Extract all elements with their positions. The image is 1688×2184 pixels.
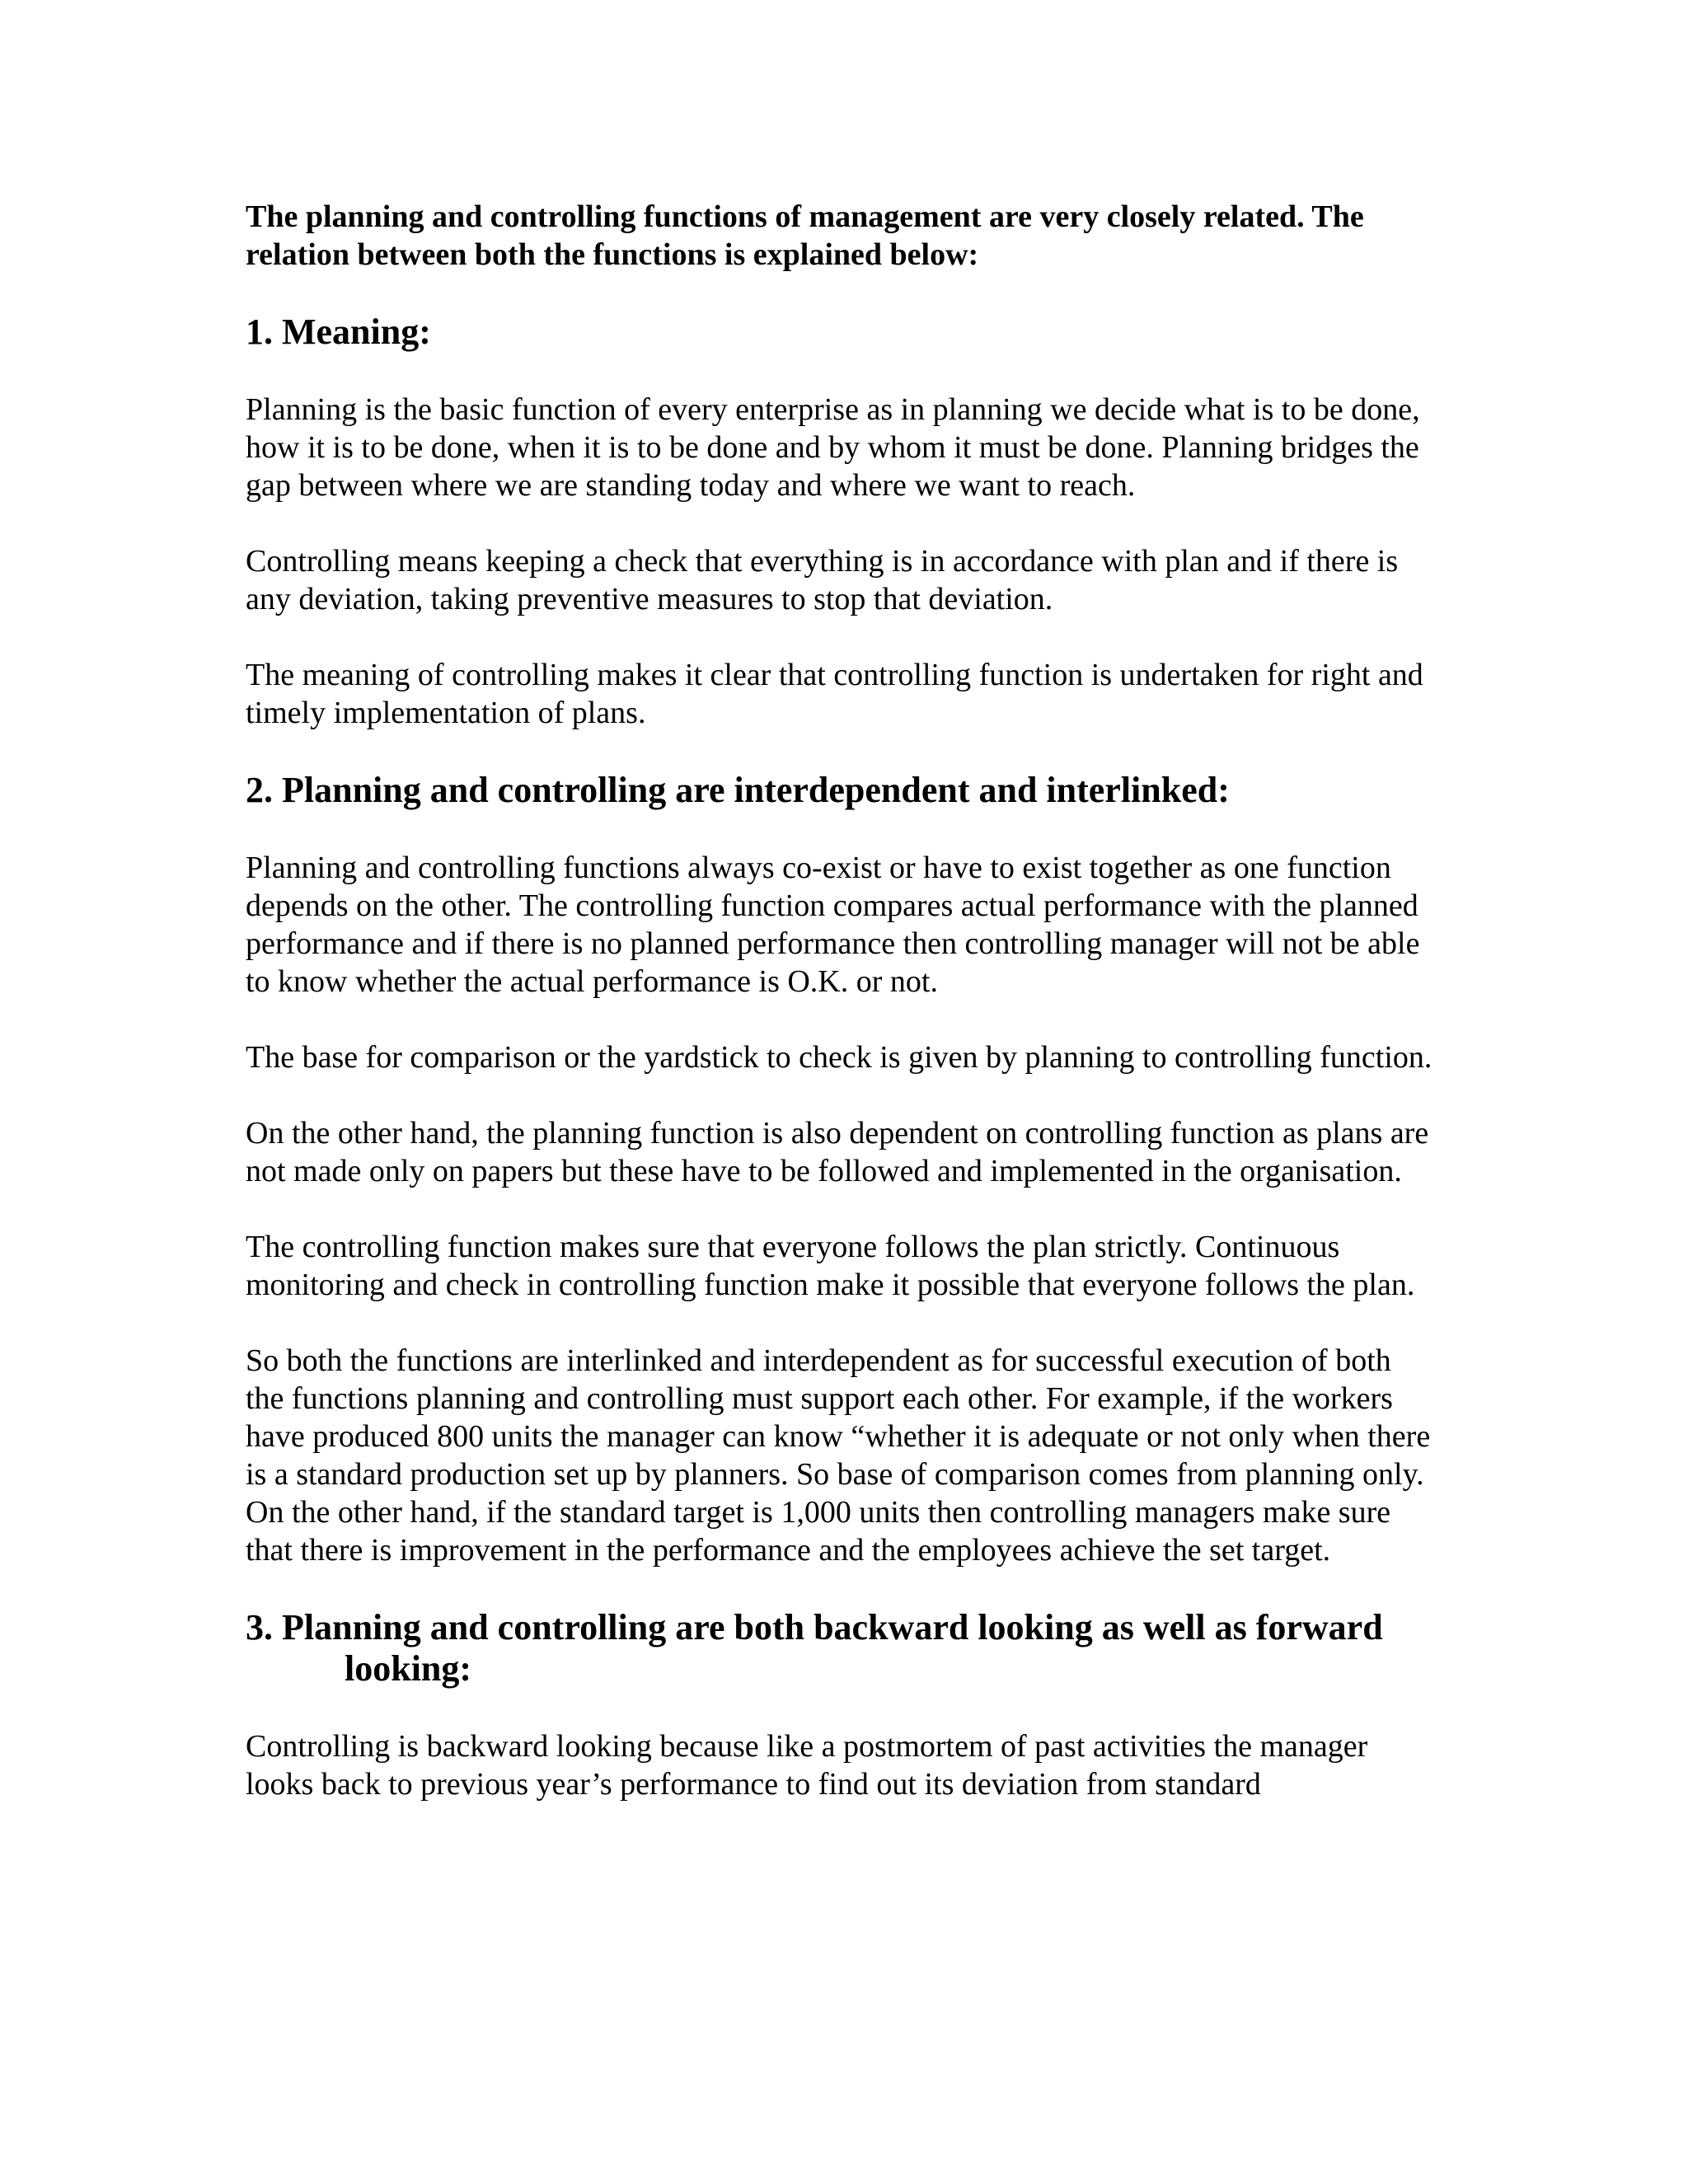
paragraph: The controlling function makes sure that everyone follows the plan strictly. Continuous monitoring and check in controlling function make it possible that everyone follows the plan.: [246, 1230, 1415, 1302]
paragraph: The base for comparison or the yardstick to check is given by planning to controlling function.: [246, 1040, 1432, 1075]
intro-paragraph: The planning and controlling functions of management are very closely related. The relation between both the functions is explained below:: [246, 199, 1364, 272]
paragraph: Planning is the basic function of every enterprise as in planning we decide what is to be done, how it is to be done, when it is to be done and by whom it must be done. Planning bridges the gap between where we are standing today and where we want to reach.: [246, 392, 1420, 503]
paragraph: The meaning of controlling makes it clear that controlling function is undertaken for right and timely implementation of plans.: [246, 658, 1423, 730]
paragraph: So both the functions are interlinked and interdependent as for successful execution of both the functions planning and controlling must support each other. For example, if the workers have produced 800 units the manager can know “whether it is adequate or not only when there is a standard production set up by planners. So base of comparison comes from planning only. On the other hand, if the standard target is 1,000 units then controlling managers make sure that there is improvement in the performance and the employees achieve the set target.: [246, 1343, 1431, 1568]
paragraph: On the other hand, the planning function is also dependent on controlling function as plans are not made only on papers but these have to be followed and implemented in the organisation.: [246, 1116, 1429, 1188]
section-heading-interdependent: 2. Planning and controlling are interdependent and interlinked:: [246, 770, 1230, 810]
paragraph: Controlling is backward looking because like a postmortem of past activities the manager looks back to previous year’s performance to find out its deviation from standard: [246, 1729, 1368, 1802]
paragraph: Planning and controlling functions always co-exist or have to exist together as one function depends on the other. The controlling function compares actual performance with the planned performance and if there is no planned performance then controlling manager will not be able to know whether the actual performance is O.K. or not.: [246, 851, 1420, 999]
section-heading-meaning: 1. Meaning:: [246, 312, 431, 352]
document-page: [246, 198, 1432, 1841]
paragraph: Controlling means keeping a check that everything is in accordance with plan and if there is any deviation, taking preventive measures to stop that deviation.: [246, 544, 1399, 616]
section-heading-backward-forward: 3. Planning and controlling are both backward looking as well as forward looking:: [246, 1607, 1383, 1689]
